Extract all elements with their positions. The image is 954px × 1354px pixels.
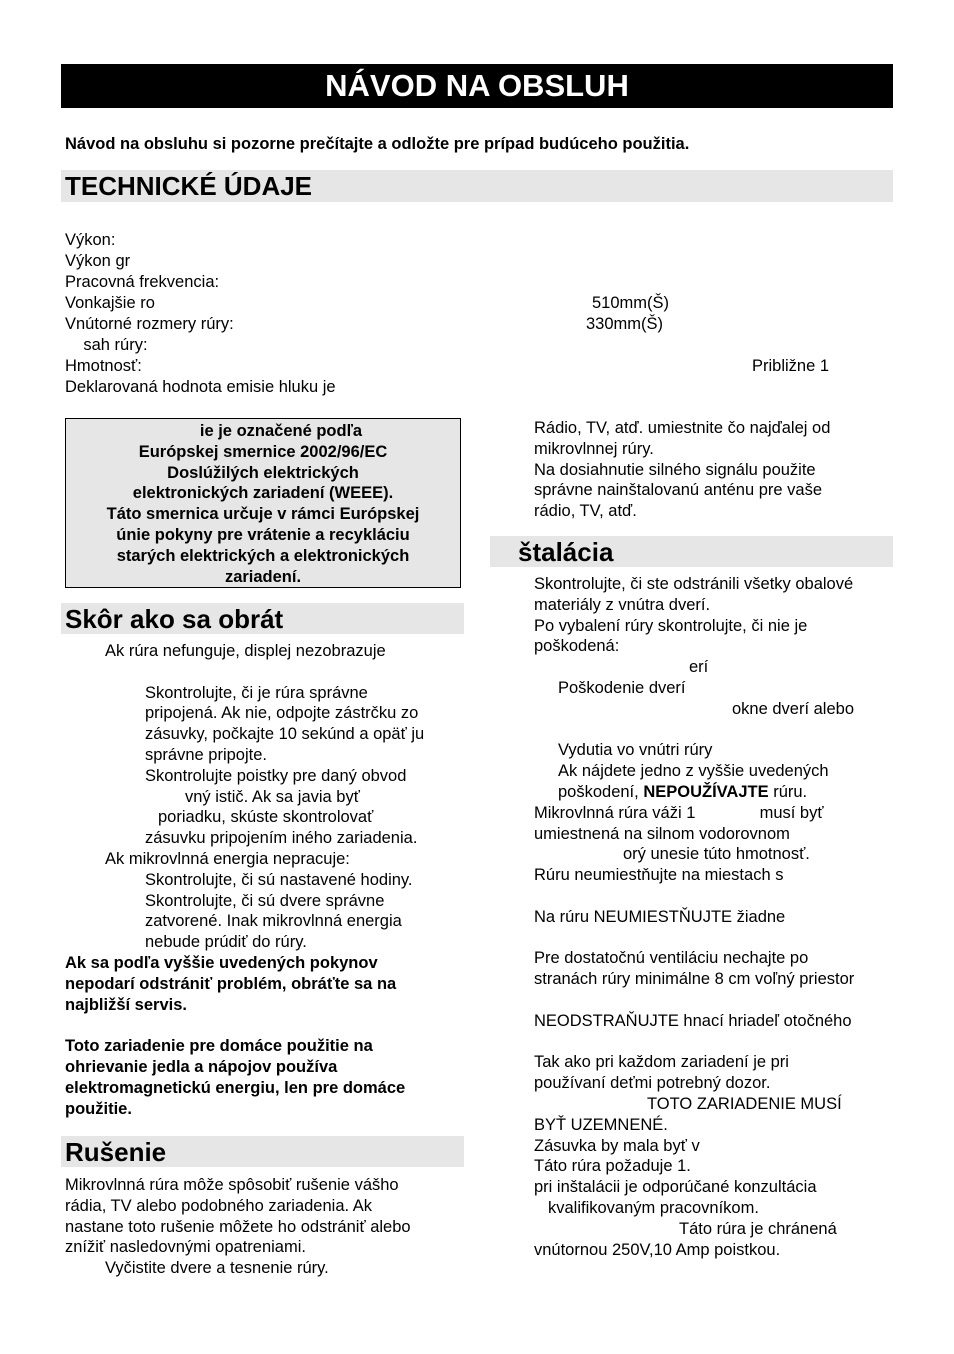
text-line: TOTO ZARIADENIE MUSÍ <box>647 1094 842 1113</box>
text-line: Zásuvka by mala byť v <box>534 1136 700 1155</box>
right-top-body <box>534 418 894 522</box>
text-line: BYŤ UZEMNENÉ. <box>534 1115 668 1134</box>
interference-section-body <box>65 1175 465 1279</box>
text-line: nepodarí odstrániť problém, obráťte sa na <box>65 974 397 993</box>
text-line: používaní deťmi potrebný dozor. <box>534 1074 771 1093</box>
text-line: nebude prúdiť do rúry. <box>145 933 307 952</box>
text-line: orý unesie túto hmotnosť. <box>623 845 810 864</box>
text-span: rúru. <box>768 782 808 801</box>
text-line: Skontrolujte, či je rúra správne <box>145 683 368 702</box>
text-line: okne dverí alebo <box>732 699 855 718</box>
text-line: Táto rúra je chránená <box>679 1219 837 1238</box>
text-line: pripojená. Ak nie, odpojte zástrčku zo <box>145 704 419 723</box>
before-section-body <box>65 641 465 1119</box>
text-line: zásuvky, počkajte 10 sekúnd a opäť ju <box>145 725 425 744</box>
text-line: poriadku, skúste skontrolovať <box>158 808 374 827</box>
text-line: použitie. <box>65 1099 132 1118</box>
interference-heading-text: Rušenie <box>65 1137 167 1167</box>
text-line: vnútornou 250V,10 Amp poistkou. <box>534 1240 781 1259</box>
text-line: Vydutia vo vnútri rúry <box>558 741 713 760</box>
text-line: Skontrolujte poistky pre daný obvod <box>145 766 407 785</box>
tech-heading-text: TECHNICKÉ ÚDAJE <box>65 171 313 201</box>
section-heading-before <box>61 603 464 634</box>
text-line: kvalifikovaným pracovníkom. <box>548 1198 759 1217</box>
tech-label: Výkon gr <box>65 252 131 270</box>
tech-label: Pracovná frekvencia: <box>65 273 220 291</box>
text-line: rádia, TV alebo podobného zariadenia. Ak <box>65 1196 373 1215</box>
text-line: správne pripojte. <box>145 745 267 764</box>
weee-line: únie pokyny pre vrátenie a recykláciu <box>116 525 410 544</box>
text-line: ohrievanie jedla a nápojov používa <box>65 1057 338 1076</box>
tech-label: Hmotnosť: <box>65 357 142 375</box>
weee-line: zariadení. <box>224 567 302 586</box>
text-line: Toto zariadenie pre domáce použitie na <box>65 1037 373 1056</box>
text-span: poškodení, <box>558 782 644 801</box>
tech-value: Približne 1 <box>752 357 830 375</box>
tech-label: Vnútorné rozmery rúry: <box>65 315 234 333</box>
section-heading-install <box>490 536 893 567</box>
text-line <box>534 886 894 907</box>
section-heading-tech <box>61 170 893 202</box>
text-line: zatvorené. Inak mikrovlnná energia <box>145 912 402 931</box>
text-line: elektromagnetickú energiu, len pre domáce <box>65 1078 406 1097</box>
text-line: mikrovlnnej rúry. <box>534 439 654 458</box>
text-line: Pre dostatočnú ventiláciu nechajte po <box>534 949 809 968</box>
weee-line: ie je označené podľa <box>199 422 363 440</box>
text-line: Na dosiahnutie silného signálu použite <box>534 460 816 479</box>
text-line: NEODSTRAŇUJTE hnací hriadeľ otočného <box>534 1011 852 1030</box>
text-line: Mikrovlnná rúra váži 1 musí byť <box>534 803 824 822</box>
text-line: stranách rúry minimálne 8 cm voľný priestor <box>534 970 855 989</box>
text-line: Ak mikrovlnná energia nepracuje: <box>105 849 350 868</box>
install-heading-text: štalácia <box>518 537 614 567</box>
text-line: Skontrolujte, či ste odstránili všetky obalové <box>534 575 854 593</box>
before-heading-text: Skôr ako sa obrát <box>65 604 284 634</box>
tech-value: 510mm(Š) <box>592 294 670 312</box>
text-line: Vyčistite dvere a tesnenie rúry. <box>105 1259 329 1278</box>
text-line: vný istič. Ak sa javia byť <box>185 787 360 806</box>
text-line: Na rúru NEUMIESTŇUJTE žiadne <box>534 907 786 926</box>
text-line: znížiť nasledovnými opatreniami. <box>65 1238 306 1257</box>
text-line: Rúru neumiestňujte na miestach s <box>534 866 784 885</box>
tech-label: Deklarovaná hodnota emisie hluku je <box>65 378 336 396</box>
page-title: NÁVOD NA OBSLUH <box>61 64 893 108</box>
install-section-body <box>534 574 894 1260</box>
text-line: zásuvku pripojením iného zariadenia. <box>145 829 418 848</box>
weee-notice-box <box>65 418 461 588</box>
text-line: Tak ako pri každom zariadení je pri <box>534 1053 789 1072</box>
text-line: materiály z vnútra dverí. <box>534 595 711 614</box>
text-line: Rádio, TV, atď. umiestnite čo najďalej od <box>534 419 831 437</box>
weee-line: starých elektrických a elektronických <box>116 546 410 565</box>
weee-line: Európskej smernice 2002/96/EC <box>138 442 388 461</box>
text-line <box>65 1015 465 1036</box>
text-line: Skontrolujte, či sú dvere správne <box>145 891 385 910</box>
text-line: Skontrolujte, či sú nastavené hodiny. <box>145 870 413 889</box>
tech-label: sah rúry: <box>65 336 148 354</box>
text-line <box>534 782 894 803</box>
text-line: správne nainštalovanú anténu pre vaše <box>534 481 823 500</box>
text-line: poškodená: <box>534 637 620 656</box>
text-line <box>534 928 894 949</box>
tech-label: Výkon: <box>65 231 116 249</box>
weee-line: elektronických zariadení (WEEE). <box>132 484 394 503</box>
bold-text-span: NEPOUŽÍVAJTE <box>643 782 769 801</box>
text-line: rádio, TV, atď. <box>534 502 637 521</box>
tech-value: 330mm(Š) <box>586 315 664 333</box>
weee-line: Doslúžilých elektrických <box>167 463 359 482</box>
text-line: Ak rúra nefunguje, displej nezobrazuje <box>105 642 386 660</box>
weee-line: Táto smernica určuje v rámci Európskej <box>106 505 420 524</box>
text-line <box>65 662 465 683</box>
text-line: Mikrovlnná rúra môže spôsobiť rušenie vášho <box>65 1176 399 1194</box>
text-line <box>534 720 894 741</box>
text-line <box>534 1032 894 1053</box>
text-line: Poškodenie dverí <box>558 678 686 697</box>
intro-text: Návod na obsluhu si pozorne prečítajte a odložte pre prípad budúceho použitia. <box>65 135 690 153</box>
text-line: erí <box>689 658 709 677</box>
text-line: Táto rúra požaduje 1. <box>534 1157 691 1176</box>
text-line: umiestnená na silnom vodorovnom <box>534 824 790 843</box>
tech-label: Vonkajšie ro <box>65 294 155 312</box>
text-line: pri inštalácii je odporúčané konzultácia <box>534 1178 817 1197</box>
text-line: Po vybalení rúry skontrolujte, či nie je <box>534 616 808 635</box>
text-line: nastane toto rušenie môžete ho odstrániť alebo <box>65 1217 411 1236</box>
text-line <box>534 990 894 1011</box>
text-line: najbližší servis. <box>65 995 187 1014</box>
section-heading-interference <box>61 1136 464 1167</box>
text-line: Ak sa podľa vyššie uvedených pokynov <box>65 953 378 972</box>
text-line: Ak nájdete jedno z vyššie uvedených <box>558 762 829 781</box>
